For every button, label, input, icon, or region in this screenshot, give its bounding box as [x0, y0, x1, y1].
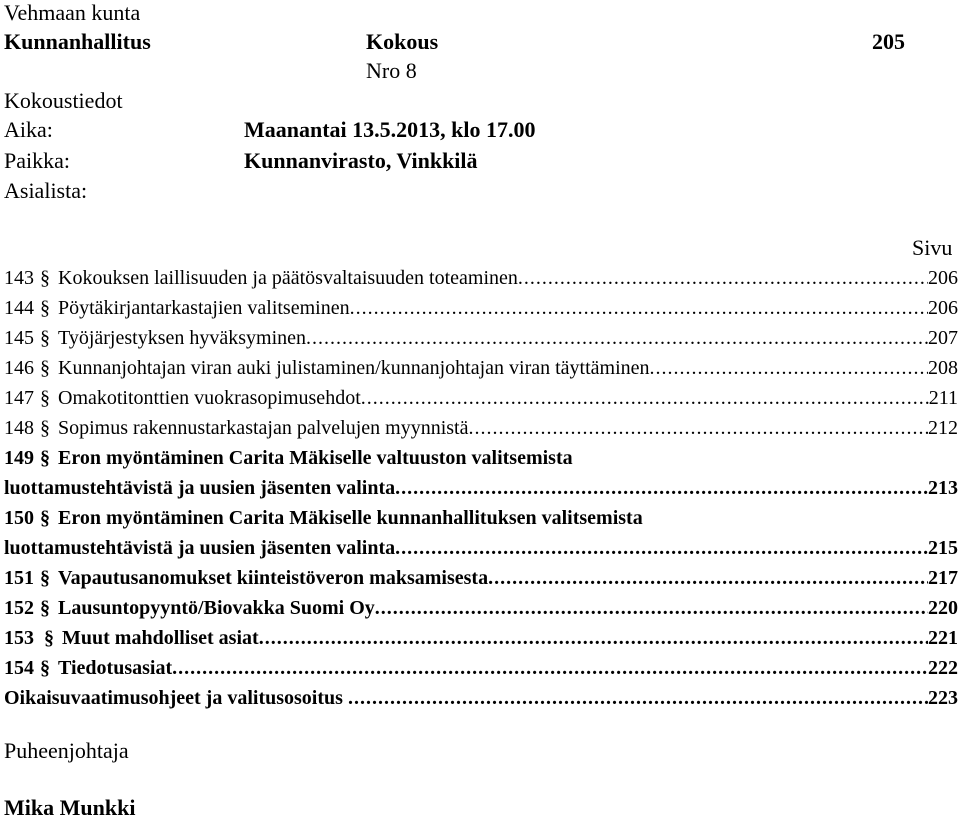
leader-dots	[518, 266, 928, 290]
leader-dots	[348, 686, 928, 710]
toc-page: 206	[928, 297, 958, 319]
leader-dots	[395, 476, 928, 500]
section-sign-icon: §	[40, 567, 50, 589]
toc-row	[4, 656, 958, 680]
toc-title: Omakotitonttien vuokrasopimusehdot	[58, 387, 361, 409]
leader-dots	[361, 386, 929, 410]
toc-row-appeal	[4, 686, 958, 710]
meeting-number: Nro 8	[366, 58, 417, 83]
time-value: Maanantai 13.5.2013, klo 17.00	[244, 117, 536, 142]
toc-row	[4, 416, 958, 440]
place-label: Paikka:	[4, 148, 70, 173]
toc-row	[4, 296, 958, 320]
section-sign-icon: §	[40, 357, 50, 379]
section-sign-icon: §	[40, 447, 50, 469]
toc-row	[4, 446, 958, 470]
leader-dots	[468, 416, 928, 440]
chair-name: Mika Munkki	[4, 795, 136, 820]
leader-dots	[306, 326, 928, 350]
leader-dots	[395, 536, 928, 560]
toc-page-header: Sivu	[912, 235, 953, 260]
toc-page: 215	[928, 537, 958, 559]
leader-dots	[172, 656, 928, 680]
toc-title: Lausuntopyyntö/Biovakka Suomi Oy	[58, 597, 375, 619]
section-sign-icon: §	[40, 507, 50, 529]
section-sign-icon: §	[40, 597, 50, 619]
leader-dots	[350, 296, 928, 320]
agenda-label: Asialista:	[4, 178, 88, 203]
section-sign-icon: §	[44, 627, 54, 649]
toc-row	[4, 326, 958, 350]
toc-page: 221	[928, 627, 958, 649]
leader-dots	[650, 356, 928, 380]
section-sign-icon: §	[40, 327, 50, 349]
toc-page: 212	[928, 417, 958, 439]
toc-number: 147	[4, 387, 34, 409]
toc-number: 148	[4, 417, 34, 439]
section-sign-icon: §	[40, 387, 50, 409]
section-sign-icon: §	[40, 657, 50, 679]
leader-dots	[488, 566, 928, 590]
toc-number: 144	[4, 297, 34, 319]
section-sign-icon: §	[40, 417, 50, 439]
toc-row	[4, 626, 958, 650]
section-sign-icon: §	[40, 297, 50, 319]
page-number: 205	[872, 29, 905, 54]
toc-number: 153	[4, 627, 34, 649]
toc-row	[4, 386, 958, 410]
toc-number: 149	[4, 447, 34, 469]
toc-title: Kokouksen laillisuuden ja päätösvaltaisuuden toteaminen	[58, 267, 518, 289]
toc-page: 213	[928, 477, 958, 499]
chair-label: Puheenjohtaja	[4, 738, 129, 763]
toc-page: 206	[928, 267, 958, 289]
toc-row	[4, 266, 958, 290]
toc-number: 150	[4, 507, 34, 529]
meeting-info-heading: Kokoustiedot	[4, 88, 123, 113]
toc-number: 145	[4, 327, 34, 349]
toc-page: 208	[928, 357, 958, 379]
place-value: Kunnanvirasto, Vinkkilä	[244, 148, 478, 173]
toc-title: Työjärjestyksen hyväksyminen	[58, 327, 306, 349]
toc-title: Vapautusanomukset kiinteistöveron maksamisesta	[58, 567, 489, 589]
toc-number: 143	[4, 267, 34, 289]
toc-page: 220	[928, 597, 958, 619]
toc-title: Tiedotusasiat	[58, 657, 173, 679]
toc-title: Oikaisuvaatimusohjeet ja valitusosoitus	[4, 687, 348, 709]
toc-page: 207	[928, 327, 958, 349]
toc-number: 154	[4, 657, 34, 679]
toc-title: Sopimus rakennustarkastajan palvelujen myynnistä	[58, 417, 469, 439]
toc-row	[4, 506, 958, 530]
toc-page: 222	[928, 657, 958, 679]
toc-number: 151	[4, 567, 34, 589]
leader-dots	[375, 596, 928, 620]
leader-dots	[259, 626, 928, 650]
section-sign-icon: §	[40, 267, 50, 289]
toc-page: 211	[928, 387, 958, 409]
body-name: Kunnanhallitus	[4, 29, 151, 54]
toc-title: Muut mahdolliset asiat	[62, 627, 259, 649]
time-label: Aika:	[4, 117, 53, 142]
toc-title-continuation: luottamustehtävistä ja uusien jäsenten valinta	[4, 537, 396, 559]
toc-title: Pöytäkirjantarkastajien valitseminen	[58, 297, 350, 319]
toc-row-continuation	[4, 476, 958, 500]
toc-page: 217	[928, 567, 958, 589]
toc-title: Kunnanjohtajan viran auki julistaminen/kunnanjohtajan viran täyttäminen	[58, 357, 650, 379]
toc-number: 152	[4, 597, 34, 619]
toc-title: Eron myöntäminen Carita Mäkiselle kunnanhallituksen valitsemista	[58, 507, 643, 529]
meeting-label: Kokous	[366, 29, 439, 54]
toc-title-continuation: luottamustehtävistä ja uusien jäsenten valinta	[4, 477, 396, 499]
toc-page: 223	[928, 687, 958, 709]
toc-row	[4, 356, 958, 380]
toc-row	[4, 566, 958, 590]
toc-row-continuation	[4, 536, 958, 560]
toc-title: Eron myöntäminen Carita Mäkiselle valtuuston valitsemista	[58, 447, 573, 469]
municipality-name: Vehmaan kunta	[4, 0, 141, 25]
toc-number: 146	[4, 357, 34, 379]
toc-row	[4, 596, 958, 620]
